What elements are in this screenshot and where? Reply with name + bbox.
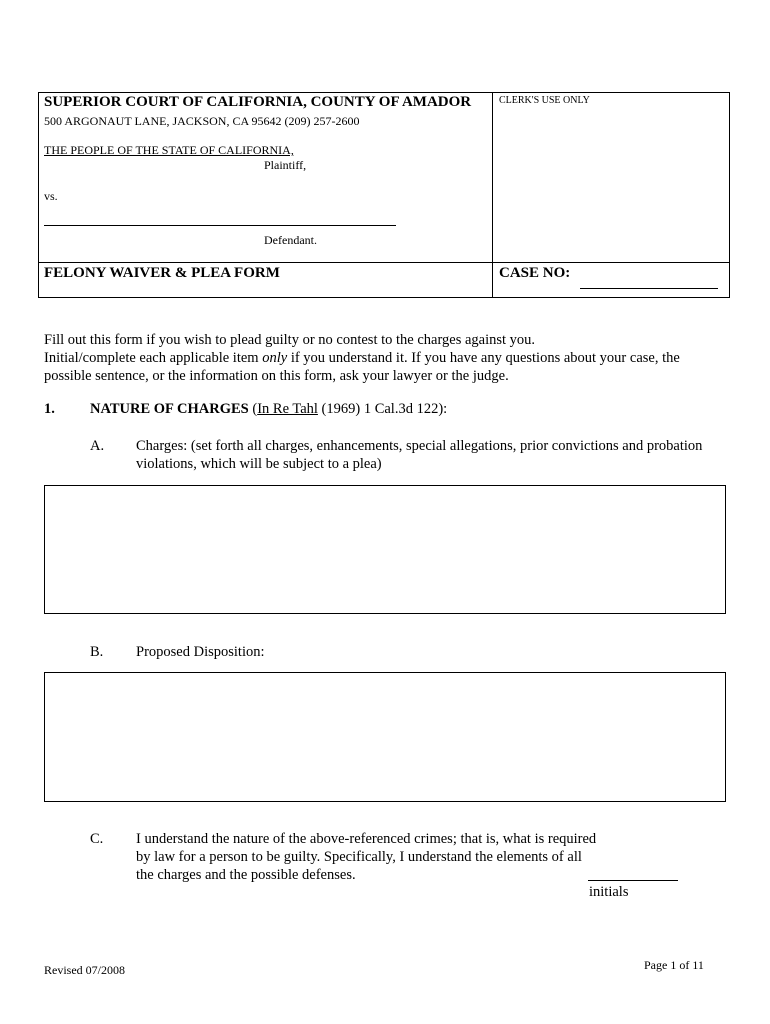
charges-input-box[interactable]: [44, 485, 726, 614]
citation-open: (: [248, 401, 258, 417]
initials-label: initials: [589, 884, 629, 900]
revision-date: Revised 07/2008: [44, 963, 125, 977]
initials-field[interactable]: [588, 880, 678, 881]
item-c-text-line-3: the charges and the possible defenses.: [136, 867, 356, 883]
item-b-letter: B.: [90, 644, 104, 660]
intro-line-2: [44, 349, 680, 367]
intro-line-3: possible sentence, or the information on this form, ask your lawyer or the judge.: [44, 368, 509, 384]
item-c-text-line-2: by law for a person to be guilty. Specifically, I understand the elements of all: [136, 849, 582, 865]
versus-label: vs.: [44, 189, 58, 203]
plaintiff-label: Plaintiff,: [264, 158, 307, 172]
section-heading: [90, 401, 447, 418]
section-title: NATURE OF CHARGES: [90, 401, 249, 417]
intro-line-2-end: if you understand it. If you have any questions about your case, the: [287, 350, 680, 366]
court-address: 500 ARGONAUT LANE, JACKSON, CA 95642 (209) 257-2600: [44, 114, 360, 128]
case-number-field[interactable]: [580, 288, 718, 289]
proposed-disposition-input-box[interactable]: [44, 672, 726, 802]
item-b-text: Proposed Disposition:: [136, 644, 265, 660]
people-party: THE PEOPLE OF THE STATE OF CALIFORNIA,: [44, 143, 294, 157]
caption-divider-vertical: [492, 92, 493, 298]
section-number: 1.: [44, 401, 55, 417]
caption-divider-horizontal: [38, 262, 730, 263]
clerk-use-only-label: CLERK'S USE ONLY: [499, 95, 590, 106]
item-c-text-line-1: I understand the nature of the above-referenced crimes; that is, what is required: [136, 831, 597, 847]
citation-case-name: In Re Tahl: [257, 401, 318, 417]
item-a-text-line-1: Charges: (set forth all charges, enhancements, special allegations, prior convictions and probation: [136, 438, 703, 454]
form-title: FELONY WAIVER & PLEA FORM: [44, 265, 280, 281]
intro-emphasis-only: only: [262, 350, 288, 366]
defendant-name-field[interactable]: [44, 225, 396, 226]
item-c-letter: C.: [90, 831, 104, 847]
court-title: SUPERIOR COURT OF CALIFORNIA, COUNTY OF AMADOR: [44, 94, 472, 110]
citation-reference: (1969) 1 Cal.3d 122):: [317, 401, 448, 417]
case-number-label: CASE NO:: [499, 265, 571, 281]
defendant-label: Defendant.: [264, 233, 317, 247]
item-a-text-line-2: violations, which will be subject to a plea): [136, 456, 382, 472]
page-number: Page 1 of 11: [644, 958, 704, 972]
intro-line-2-start: Initial/complete each applicable item: [44, 350, 263, 366]
intro-line-1: Fill out this form if you wish to plead guilty or no contest to the charges against you.: [44, 332, 536, 348]
item-a-letter: A.: [90, 438, 105, 454]
